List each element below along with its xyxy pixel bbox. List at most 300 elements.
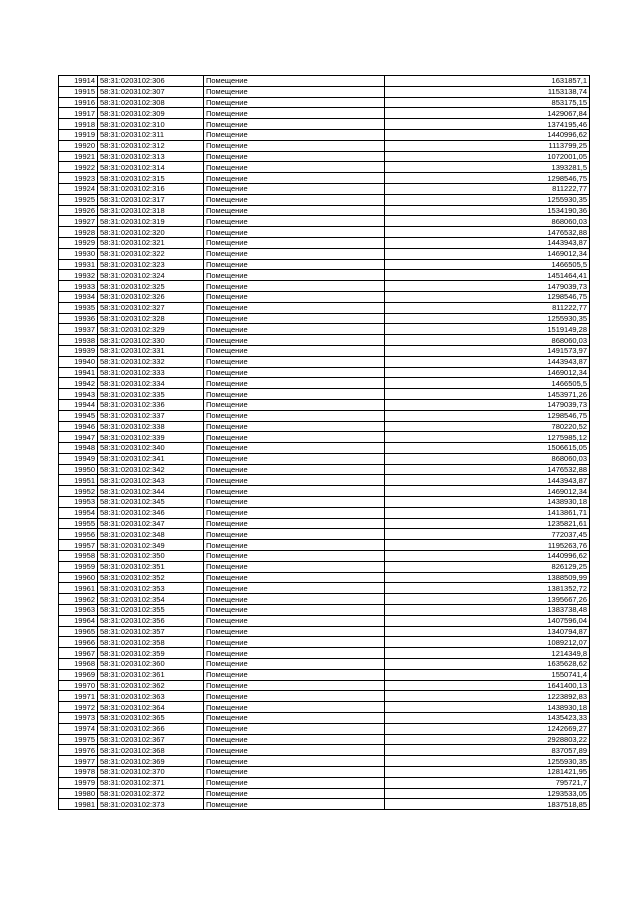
cadastral-value-cell: 1837518,85 — [385, 799, 590, 810]
object-type-cell: Помещение — [204, 281, 385, 292]
cadastral-number-cell: 58:31:0203102:315 — [98, 173, 204, 184]
object-type-cell: Помещение — [204, 583, 385, 594]
table-row — [59, 237, 590, 248]
cadastral-number-cell: 58:31:0203102:309 — [98, 108, 204, 119]
cadastral-value-cell: 1195263,76 — [385, 540, 590, 551]
table-row — [59, 648, 590, 659]
cadastral-number-cell: 58:31:0203102:331 — [98, 345, 204, 356]
cadastral-value-cell: 811222,77 — [385, 183, 590, 194]
row-number-cell: 19923 — [59, 173, 98, 184]
cadastral-number-cell: 58:31:0203102:326 — [98, 291, 204, 302]
row-number-cell: 19917 — [59, 108, 98, 119]
cadastral-number-cell: 58:31:0203102:322 — [98, 248, 204, 259]
row-number-cell: 19942 — [59, 378, 98, 389]
cadastral-number-cell: 58:31:0203102:364 — [98, 702, 204, 713]
cadastral-number-cell: 58:31:0203102:340 — [98, 443, 204, 454]
row-number-cell: 19940 — [59, 356, 98, 367]
cadastral-value-cell: 1383738,48 — [385, 605, 590, 616]
cadastral-number-cell: 58:31:0203102:370 — [98, 767, 204, 778]
table-row — [59, 281, 590, 292]
object-type-cell: Помещение — [204, 119, 385, 130]
row-number-cell: 19920 — [59, 140, 98, 151]
table-row — [59, 572, 590, 583]
row-number-cell: 19953 — [59, 497, 98, 508]
row-number-cell: 19959 — [59, 561, 98, 572]
cadastral-number-cell: 58:31:0203102:347 — [98, 518, 204, 529]
row-number-cell: 19973 — [59, 713, 98, 724]
cadastral-number-cell: 58:31:0203102:336 — [98, 399, 204, 410]
table-row — [59, 518, 590, 529]
table-row — [59, 227, 590, 238]
table-row — [59, 529, 590, 540]
row-number-cell: 19937 — [59, 324, 98, 335]
row-number-cell: 19955 — [59, 518, 98, 529]
object-type-cell: Помещение — [204, 324, 385, 335]
row-number-cell: 19927 — [59, 216, 98, 227]
cadastral-value-cell: 2928803,22 — [385, 734, 590, 745]
row-number-cell: 19956 — [59, 529, 98, 540]
cadastral-value-cell: 1293533,05 — [385, 788, 590, 799]
object-type-cell: Помещение — [204, 475, 385, 486]
object-type-cell: Помещение — [204, 734, 385, 745]
row-number-cell: 19950 — [59, 464, 98, 475]
row-number-cell: 19978 — [59, 767, 98, 778]
object-type-cell: Помещение — [204, 291, 385, 302]
table-row — [59, 497, 590, 508]
object-type-cell: Помещение — [204, 335, 385, 346]
table-row — [59, 561, 590, 572]
object-type-cell: Помещение — [204, 108, 385, 119]
object-type-cell: Помещение — [204, 356, 385, 367]
table-row — [59, 86, 590, 97]
cadastral-value-cell: 1469012,34 — [385, 367, 590, 378]
object-type-cell: Помещение — [204, 702, 385, 713]
row-number-cell: 19980 — [59, 788, 98, 799]
object-type-cell: Помещение — [204, 745, 385, 756]
table-row — [59, 464, 590, 475]
cadastral-number-cell: 58:31:0203102:311 — [98, 129, 204, 140]
cadastral-value-cell: 1476532,88 — [385, 227, 590, 238]
object-type-cell: Помещение — [204, 767, 385, 778]
cadastral-number-cell: 58:31:0203102:372 — [98, 788, 204, 799]
object-type-cell: Помещение — [204, 173, 385, 184]
object-type-cell: Помещение — [204, 680, 385, 691]
cadastral-value-cell: 1469012,34 — [385, 486, 590, 497]
table-row — [59, 335, 590, 346]
object-type-cell: Помещение — [204, 227, 385, 238]
cadastral-value-cell: 1413861,71 — [385, 507, 590, 518]
row-number-cell: 19958 — [59, 551, 98, 562]
cadastral-value-cell: 1072001,05 — [385, 151, 590, 162]
table-row — [59, 259, 590, 270]
cadastral-value-cell: 1476532,88 — [385, 464, 590, 475]
cadastral-number-cell: 58:31:0203102:319 — [98, 216, 204, 227]
cadastral-number-cell: 58:31:0203102:368 — [98, 745, 204, 756]
row-number-cell: 19972 — [59, 702, 98, 713]
table-row — [59, 669, 590, 680]
object-type-cell: Помещение — [204, 594, 385, 605]
cadastral-number-cell: 58:31:0203102:356 — [98, 615, 204, 626]
row-number-cell: 19979 — [59, 777, 98, 788]
row-number-cell: 19957 — [59, 540, 98, 551]
cadastral-number-cell: 58:31:0203102:328 — [98, 313, 204, 324]
row-number-cell: 19945 — [59, 410, 98, 421]
table-row — [59, 605, 590, 616]
cadastral-value-cell: 1374195,46 — [385, 119, 590, 130]
cadastral-number-cell: 58:31:0203102:338 — [98, 421, 204, 432]
cadastral-value-cell: 1453971,26 — [385, 389, 590, 400]
object-type-cell: Помещение — [204, 194, 385, 205]
row-number-cell: 19915 — [59, 86, 98, 97]
cadastral-number-cell: 58:31:0203102:316 — [98, 183, 204, 194]
cadastral-number-cell: 58:31:0203102:367 — [98, 734, 204, 745]
cadastral-number-cell: 58:31:0203102:332 — [98, 356, 204, 367]
cadastral-number-cell: 58:31:0203102:318 — [98, 205, 204, 216]
object-type-cell: Помещение — [204, 205, 385, 216]
table-row — [59, 367, 590, 378]
table-row — [59, 788, 590, 799]
row-number-cell: 19970 — [59, 680, 98, 691]
row-number-cell: 19935 — [59, 302, 98, 313]
cadastral-number-cell: 58:31:0203102:359 — [98, 648, 204, 659]
cadastral-value-cell: 1089212,07 — [385, 637, 590, 648]
row-number-cell: 19934 — [59, 291, 98, 302]
row-number-cell: 19960 — [59, 572, 98, 583]
table-row — [59, 432, 590, 443]
object-type-cell: Помещение — [204, 432, 385, 443]
object-type-cell: Помещение — [204, 389, 385, 400]
cadastral-number-cell: 58:31:0203102:320 — [98, 227, 204, 238]
cadastral-number-cell: 58:31:0203102:342 — [98, 464, 204, 475]
cadastral-value-cell: 1429067,84 — [385, 108, 590, 119]
table-row — [59, 183, 590, 194]
object-type-cell: Помещение — [204, 626, 385, 637]
object-type-cell: Помещение — [204, 443, 385, 454]
object-type-cell: Помещение — [204, 551, 385, 562]
object-type-cell: Помещение — [204, 561, 385, 572]
object-type-cell: Помещение — [204, 270, 385, 281]
object-type-cell: Помещение — [204, 140, 385, 151]
table-row — [59, 713, 590, 724]
table-row — [59, 399, 590, 410]
cadastral-number-cell: 58:31:0203102:360 — [98, 659, 204, 670]
cadastral-number-cell: 58:31:0203102:362 — [98, 680, 204, 691]
object-type-cell: Помещение — [204, 162, 385, 173]
cadastral-number-cell: 58:31:0203102:354 — [98, 594, 204, 605]
cadastral-value-cell: 1635628,62 — [385, 659, 590, 670]
table-row — [59, 626, 590, 637]
cadastral-value-cell: 1242669,27 — [385, 723, 590, 734]
row-number-cell: 19931 — [59, 259, 98, 270]
cadastral-value-cell: 1438930,18 — [385, 702, 590, 713]
table-row — [59, 345, 590, 356]
property-table — [58, 75, 590, 810]
cadastral-number-cell: 58:31:0203102:343 — [98, 475, 204, 486]
object-type-cell: Помещение — [204, 615, 385, 626]
cadastral-number-cell: 58:31:0203102:357 — [98, 626, 204, 637]
row-number-cell: 19928 — [59, 227, 98, 238]
table-row — [59, 540, 590, 551]
object-type-cell: Помещение — [204, 410, 385, 421]
cadastral-value-cell: 1255930,35 — [385, 756, 590, 767]
table-row — [59, 745, 590, 756]
table-row — [59, 151, 590, 162]
row-number-cell: 19969 — [59, 669, 98, 680]
row-number-cell: 19929 — [59, 237, 98, 248]
cadastral-value-cell: 1491573,97 — [385, 345, 590, 356]
cadastral-value-cell: 1275985,12 — [385, 432, 590, 443]
cadastral-number-cell: 58:31:0203102:361 — [98, 669, 204, 680]
cadastral-number-cell: 58:31:0203102:335 — [98, 389, 204, 400]
cadastral-value-cell: 1479039,73 — [385, 399, 590, 410]
cadastral-number-cell: 58:31:0203102:306 — [98, 76, 204, 87]
table-row — [59, 756, 590, 767]
table-row — [59, 680, 590, 691]
table-row — [59, 302, 590, 313]
object-type-cell: Помещение — [204, 378, 385, 389]
cadastral-number-cell: 58:31:0203102:350 — [98, 551, 204, 562]
table-row — [59, 659, 590, 670]
cadastral-value-cell: 1298546,75 — [385, 173, 590, 184]
cadastral-number-cell: 58:31:0203102:365 — [98, 713, 204, 724]
table-row — [59, 443, 590, 454]
cadastral-value-cell: 868060,03 — [385, 453, 590, 464]
cadastral-value-cell: 1281421,95 — [385, 767, 590, 778]
table-row — [59, 216, 590, 227]
table-row — [59, 313, 590, 324]
cadastral-value-cell: 1153138,74 — [385, 86, 590, 97]
cadastral-value-cell: 1466505,5 — [385, 259, 590, 270]
cadastral-number-cell: 58:31:0203102:314 — [98, 162, 204, 173]
table-row — [59, 119, 590, 130]
object-type-cell: Помещение — [204, 216, 385, 227]
cadastral-number-cell: 58:31:0203102:327 — [98, 302, 204, 313]
cadastral-number-cell: 58:31:0203102:312 — [98, 140, 204, 151]
cadastral-value-cell: 1479039,73 — [385, 281, 590, 292]
cadastral-value-cell: 1407596,04 — [385, 615, 590, 626]
cadastral-value-cell: 868060,03 — [385, 335, 590, 346]
cadastral-number-cell: 58:31:0203102:339 — [98, 432, 204, 443]
object-type-cell: Помещение — [204, 399, 385, 410]
cadastral-value-cell: 780220,52 — [385, 421, 590, 432]
table-row — [59, 421, 590, 432]
row-number-cell: 19963 — [59, 605, 98, 616]
object-type-cell: Помещение — [204, 669, 385, 680]
row-number-cell: 19925 — [59, 194, 98, 205]
table-row — [59, 507, 590, 518]
cadastral-number-cell: 58:31:0203102:333 — [98, 367, 204, 378]
cadastral-value-cell: 1534190,36 — [385, 205, 590, 216]
object-type-cell: Помещение — [204, 659, 385, 670]
cadastral-number-cell: 58:31:0203102:323 — [98, 259, 204, 270]
cadastral-number-cell: 58:31:0203102:321 — [98, 237, 204, 248]
cadastral-number-cell: 58:31:0203102:313 — [98, 151, 204, 162]
object-type-cell: Помещение — [204, 86, 385, 97]
row-number-cell: 19977 — [59, 756, 98, 767]
table-row — [59, 410, 590, 421]
object-type-cell: Помещение — [204, 345, 385, 356]
object-type-cell: Помещение — [204, 507, 385, 518]
table-row — [59, 76, 590, 87]
object-type-cell: Помещение — [204, 151, 385, 162]
row-number-cell: 19981 — [59, 799, 98, 810]
table-row — [59, 270, 590, 281]
cadastral-number-cell: 58:31:0203102:373 — [98, 799, 204, 810]
cadastral-number-cell: 58:31:0203102:341 — [98, 453, 204, 464]
table-row — [59, 162, 590, 173]
cadastral-value-cell: 1388509,99 — [385, 572, 590, 583]
table-row — [59, 777, 590, 788]
object-type-cell: Помещение — [204, 421, 385, 432]
table-row — [59, 356, 590, 367]
table-row — [59, 108, 590, 119]
table-row — [59, 324, 590, 335]
object-type-cell: Помещение — [204, 723, 385, 734]
object-type-cell: Помещение — [204, 237, 385, 248]
cadastral-value-cell: 1255930,35 — [385, 194, 590, 205]
row-number-cell: 19965 — [59, 626, 98, 637]
table-row — [59, 486, 590, 497]
cadastral-number-cell: 58:31:0203102:358 — [98, 637, 204, 648]
object-type-cell: Помещение — [204, 453, 385, 464]
row-number-cell: 19975 — [59, 734, 98, 745]
cadastral-value-cell: 837057,89 — [385, 745, 590, 756]
object-type-cell: Помещение — [204, 313, 385, 324]
table-row — [59, 97, 590, 108]
cadastral-value-cell: 772037,45 — [385, 529, 590, 540]
object-type-cell: Помещение — [204, 713, 385, 724]
object-type-cell: Помещение — [204, 97, 385, 108]
row-number-cell: 19944 — [59, 399, 98, 410]
object-type-cell: Помещение — [204, 529, 385, 540]
table-row — [59, 194, 590, 205]
cadastral-value-cell: 811222,77 — [385, 302, 590, 313]
cadastral-value-cell: 1451464,41 — [385, 270, 590, 281]
table-row — [59, 291, 590, 302]
cadastral-number-cell: 58:31:0203102:349 — [98, 540, 204, 551]
cadastral-value-cell: 1443943,87 — [385, 356, 590, 367]
row-number-cell: 19939 — [59, 345, 98, 356]
row-number-cell: 19967 — [59, 648, 98, 659]
object-type-cell: Помещение — [204, 648, 385, 659]
cadastral-value-cell: 1440996,62 — [385, 129, 590, 140]
table-row — [59, 615, 590, 626]
table-row — [59, 723, 590, 734]
cadastral-value-cell: 826129,25 — [385, 561, 590, 572]
row-number-cell: 19938 — [59, 335, 98, 346]
object-type-cell: Помещение — [204, 637, 385, 648]
row-number-cell: 19952 — [59, 486, 98, 497]
row-number-cell: 19930 — [59, 248, 98, 259]
row-number-cell: 19946 — [59, 421, 98, 432]
row-number-cell: 19918 — [59, 119, 98, 130]
cadastral-value-cell: 1113799,25 — [385, 140, 590, 151]
cadastral-number-cell: 58:31:0203102:355 — [98, 605, 204, 616]
object-type-cell: Помещение — [204, 248, 385, 259]
object-type-cell: Помещение — [204, 183, 385, 194]
cadastral-number-cell: 58:31:0203102:324 — [98, 270, 204, 281]
row-number-cell: 19968 — [59, 659, 98, 670]
object-type-cell: Помещение — [204, 464, 385, 475]
cadastral-number-cell: 58:31:0203102:307 — [98, 86, 204, 97]
table-row — [59, 583, 590, 594]
cadastral-value-cell: 1440996,62 — [385, 551, 590, 562]
cadastral-value-cell: 1550741,4 — [385, 669, 590, 680]
table-row — [59, 734, 590, 745]
object-type-cell: Помещение — [204, 799, 385, 810]
object-type-cell: Помещение — [204, 518, 385, 529]
table-row — [59, 453, 590, 464]
object-type-cell: Помещение — [204, 691, 385, 702]
object-type-cell: Помещение — [204, 777, 385, 788]
cadastral-number-cell: 58:31:0203102:325 — [98, 281, 204, 292]
object-type-cell: Помещение — [204, 756, 385, 767]
row-number-cell: 19966 — [59, 637, 98, 648]
cadastral-number-cell: 58:31:0203102:308 — [98, 97, 204, 108]
cadastral-value-cell: 1466505,5 — [385, 378, 590, 389]
property-table-body — [59, 76, 590, 810]
cadastral-number-cell: 58:31:0203102:330 — [98, 335, 204, 346]
object-type-cell: Помещение — [204, 540, 385, 551]
table-row — [59, 551, 590, 562]
table-row — [59, 248, 590, 259]
row-number-cell: 19974 — [59, 723, 98, 734]
cadastral-number-cell: 58:31:0203102:344 — [98, 486, 204, 497]
object-type-cell: Помещение — [204, 367, 385, 378]
row-number-cell: 19976 — [59, 745, 98, 756]
table-row — [59, 475, 590, 486]
cadastral-value-cell: 1298546,75 — [385, 410, 590, 421]
row-number-cell: 19961 — [59, 583, 98, 594]
cadastral-value-cell: 1393281,5 — [385, 162, 590, 173]
cadastral-value-cell: 1438930,18 — [385, 497, 590, 508]
cadastral-value-cell: 1519149,28 — [385, 324, 590, 335]
row-number-cell: 19933 — [59, 281, 98, 292]
cadastral-value-cell: 1395667,26 — [385, 594, 590, 605]
cadastral-value-cell: 1435423,33 — [385, 713, 590, 724]
table-row — [59, 799, 590, 810]
table-row — [59, 378, 590, 389]
row-number-cell: 19948 — [59, 443, 98, 454]
cadastral-number-cell: 58:31:0203102:352 — [98, 572, 204, 583]
cadastral-value-cell: 1506615,05 — [385, 443, 590, 454]
object-type-cell: Помещение — [204, 788, 385, 799]
cadastral-number-cell: 58:31:0203102:353 — [98, 583, 204, 594]
row-number-cell: 19926 — [59, 205, 98, 216]
row-number-cell: 19914 — [59, 76, 98, 87]
cadastral-value-cell: 1223892,83 — [385, 691, 590, 702]
object-type-cell: Помещение — [204, 497, 385, 508]
cadastral-value-cell: 1443943,87 — [385, 475, 590, 486]
row-number-cell: 19922 — [59, 162, 98, 173]
object-type-cell: Помещение — [204, 259, 385, 270]
cadastral-number-cell: 58:31:0203102:329 — [98, 324, 204, 335]
table-row — [59, 691, 590, 702]
cadastral-number-cell: 58:31:0203102:337 — [98, 410, 204, 421]
table-row — [59, 129, 590, 140]
cadastral-value-cell: 795721,7 — [385, 777, 590, 788]
cadastral-value-cell: 1443943,87 — [385, 237, 590, 248]
row-number-cell: 19916 — [59, 97, 98, 108]
cadastral-value-cell: 1298546,75 — [385, 291, 590, 302]
row-number-cell: 19949 — [59, 453, 98, 464]
cadastral-number-cell: 58:31:0203102:348 — [98, 529, 204, 540]
table-row — [59, 594, 590, 605]
table-row — [59, 173, 590, 184]
row-number-cell: 19936 — [59, 313, 98, 324]
row-number-cell: 19971 — [59, 691, 98, 702]
row-number-cell: 19924 — [59, 183, 98, 194]
